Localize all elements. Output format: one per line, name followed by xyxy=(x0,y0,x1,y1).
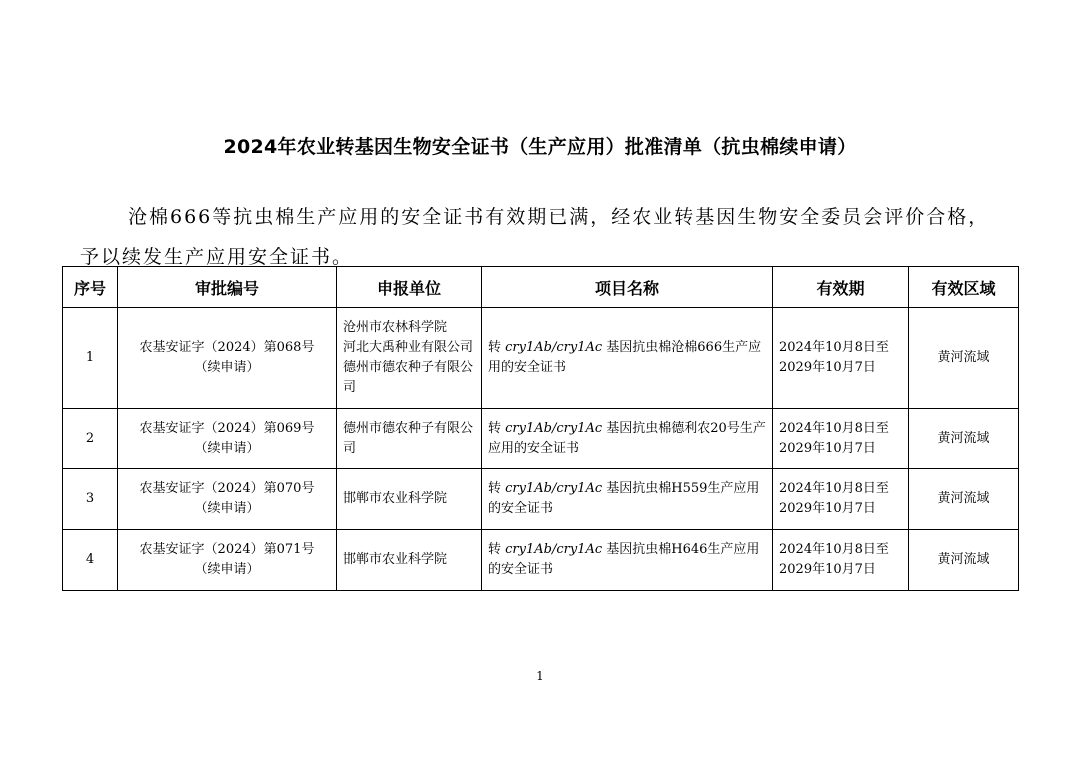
project-name xyxy=(482,530,773,591)
project-name xyxy=(482,469,773,530)
applicant-name: 邯郸市农业科学院 xyxy=(343,491,448,506)
applicant xyxy=(337,409,482,469)
region: 黄河流域 xyxy=(909,530,1019,591)
project-suffix: 基因抗虫棉沧棉666生产应用的安全证书 xyxy=(488,340,762,375)
intro-paragraph: 沧棉666等抗虫棉生产应用的安全证书有效期已满，经农业转基因生物安全委员会评价合格，予以续发生产应用安全证书。 xyxy=(80,206,990,268)
approval-code-text: 农基安证字（2024）第071号 xyxy=(139,542,315,557)
row-index: 4 xyxy=(63,530,118,591)
project-prefix: 转 xyxy=(488,542,502,557)
table-row xyxy=(63,308,1019,409)
project-gene: cry1Ab/cry1Ac xyxy=(505,481,603,496)
page-number: 1 xyxy=(536,669,544,683)
applicant xyxy=(337,530,482,591)
row-index: 2 xyxy=(63,409,118,469)
project-suffix: 基因抗虫棉H559生产应用的安全证书 xyxy=(488,481,760,516)
project-prefix: 转 xyxy=(488,420,502,436)
applicant-name: 沧州市农林科学院 xyxy=(343,320,448,335)
page-title: 2024年农业转基因生物安全证书（生产应用）批准清单（抗虫棉续申请） xyxy=(223,136,857,158)
approval-code xyxy=(118,469,337,530)
table-row xyxy=(63,530,1019,591)
project-name xyxy=(482,409,773,469)
row-index: 3 xyxy=(63,469,118,530)
header-validity: 有效期 xyxy=(773,267,909,308)
approval-code xyxy=(118,409,337,469)
project-suffix: 基因抗虫棉H646生产应用的安全证书 xyxy=(488,542,760,577)
region: 黄河流域 xyxy=(909,469,1019,530)
project-prefix: 转 xyxy=(488,481,502,496)
approval-code-note: （续申请） xyxy=(194,360,260,375)
header-code: 审批编号 xyxy=(118,267,337,308)
approval-code-text: 农基安证字（2024）第070号 xyxy=(139,481,315,496)
project-gene: cry1Ab/cry1Ac xyxy=(505,542,603,557)
applicant-name: 德州市德农种子有限公司 xyxy=(343,420,474,456)
approval-code-text: 农基安证字（2024）第068号 xyxy=(139,340,315,355)
project-gene: cry1Ab/cry1Ac xyxy=(505,420,603,436)
approval-code xyxy=(118,530,337,591)
applicant-name: 邯郸市农业科学院 xyxy=(343,552,448,567)
header-project: 项目名称 xyxy=(482,267,773,308)
project-name xyxy=(482,308,773,409)
project-gene: cry1Ab/cry1Ac xyxy=(505,340,603,355)
validity: 2024年10月8日至2029年10月7日 xyxy=(773,308,909,409)
applicant-name: 德州市德农种子有限公司 xyxy=(343,360,474,395)
approval-code xyxy=(118,308,337,409)
validity: 2024年10月8日至2029年10月7日 xyxy=(773,409,909,469)
header-applicant: 申报单位 xyxy=(337,267,482,308)
region: 黄河流域 xyxy=(909,308,1019,409)
project-suffix: 基因抗虫棉德利农20号生产应用的安全证书 xyxy=(488,420,766,456)
approval-table xyxy=(62,266,1019,591)
table-header-row xyxy=(63,267,1019,308)
table-row xyxy=(63,469,1019,530)
row-index: 1 xyxy=(63,308,118,409)
approval-code-note: （续申请） xyxy=(194,501,260,516)
validity: 2024年10月8日至2029年10月7日 xyxy=(773,530,909,591)
header-index: 序号 xyxy=(63,267,118,308)
applicant xyxy=(337,308,482,409)
approval-code-note: （续申请） xyxy=(194,440,260,456)
project-prefix: 转 xyxy=(488,340,502,355)
approval-code-note: （续申请） xyxy=(194,562,260,577)
region: 黄河流域 xyxy=(909,409,1019,469)
approval-code-text: 农基安证字（2024）第069号 xyxy=(139,420,315,436)
applicant xyxy=(337,469,482,530)
validity: 2024年10月8日至2029年10月7日 xyxy=(773,469,909,530)
table-row xyxy=(63,409,1019,469)
header-region: 有效区域 xyxy=(909,267,1019,308)
applicant-name: 河北大禹种业有限公司 xyxy=(343,340,474,355)
